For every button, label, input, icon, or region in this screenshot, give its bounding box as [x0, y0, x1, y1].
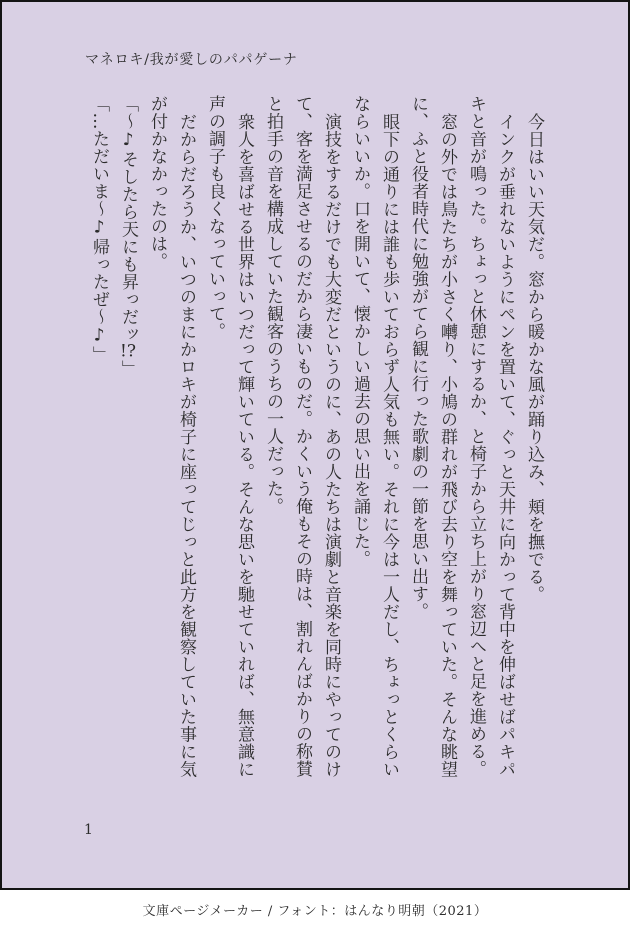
story-paragraph: 今日はいい天気だ。窓から暖かな風が踊り込み、頬を撫でる。	[524, 112, 544, 603]
page-number: 1	[84, 822, 93, 838]
story-paragraph: 「〜♪そしたら天にも昇っだッ!?」	[118, 95, 138, 378]
page-title: マネロキ/我が愛しのパパゲーナ	[85, 52, 298, 68]
story-paragraph: 窓の外では鳥たちが小さく囀り、小鳩の群れが飛び去り空を舞っていた。そんな眺望に、ふと役者時代に勉強がてら観に行った歌劇の一節を思い出す。	[408, 95, 457, 778]
story-paragraph: インクが垂れないようにペンを置いて、ぐっと天井に向かって背中を伸ばせばパキパキと音が鳴った。ちょっと休憩にするか、と椅子から立ち上がり窓辺へと足を進める。	[466, 95, 515, 778]
story-paragraph: 「…ただいま〜♪帰ったぜ〜♪」	[89, 95, 109, 364]
exclamation-question-tcy: !?	[120, 343, 136, 360]
story-paragraph: 眼下の通りには誰も歩いておらず人気も無い。それに今は一人だし、ちょっとくらいならいいか。口を開いて、懐かしい過去の思い出を誦じた。	[350, 95, 399, 778]
story-text	[84, 95, 548, 785]
story-paragraph: だからだろうか、いつのまにかロキが椅子に座ってじっと此方を観察していた事に気が付かなかったのは。	[147, 95, 196, 778]
story-paragraph: 演技をするだけでも大変だというのに、あの人たちは演劇と音楽を同時にやってのけて、客を満足させるのだから凄いものだ。かくいう俺もその時は、割れんばかりの称賛と拍手の音を構成していた観客のうちの一人だった。	[263, 95, 341, 778]
footer-credit: 文庫ページメーカー / フォント：はんなり明朝（2021）	[0, 890, 630, 928]
story-paragraph: 衆人を喜ばせる世界はいつだって輝いている。そんな思いを馳せていれば、無意識に声の調子も良くなっていって。	[205, 95, 254, 778]
